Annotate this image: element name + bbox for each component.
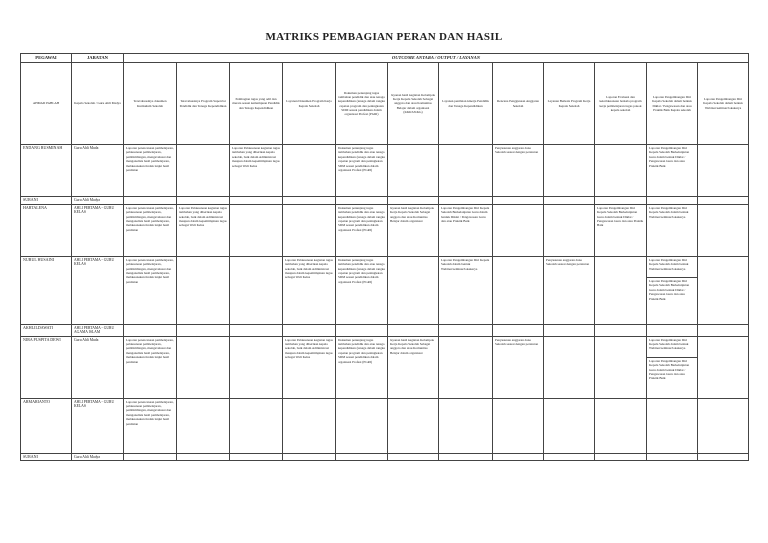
outcome-col-8: Rencana Penggunaan Anggaran Sekolah (493, 63, 544, 145)
cell-c1: Laporan perencanaan pembelajaran, pelaksanaan pembelajaran, pembimbingan, mengevaluasi dan menganalisis hasil pembelajaran, melaksanakan tindak lanjut hasil penilaian (124, 204, 177, 256)
jabatan-cell: AHLI PERTAMA - GURU KELAS (72, 256, 124, 324)
outcome-col-5: Dokumen penunjang tugas tambahan pendidik dan atau tenaga kependidikan (tenaga dalam rangka capaian program dan peningkatan SDM sesuai pendidikan dalam organisasi Profesi (PGRI) (336, 63, 388, 145)
jabatan-cell: Guru Ahli Madya (72, 453, 124, 461)
cell-c6: layanan hasil kegiatan Kelompok Kerja Kepala Sekolah Sebagai anggota dan atau Komunitas Belajar dalam organisasi (388, 336, 439, 398)
document-title: MATRIKS PEMBAGIAN PERAN DAN HASIL (265, 31, 503, 43)
cell-c8: Penyusunan anggaran dana Sekolah sesuai dengan peraturan (493, 336, 544, 398)
cell-c4 (283, 145, 336, 197)
cell-c11: Laporan Pengembangan Diri Kepala Sekolah dalam bentuk Webinar/seminar/lokakarya (647, 204, 698, 256)
table-row (21, 197, 749, 205)
cell-c4: Laporan Pelaksanaan kegiatan tugas tambahan yang diberikan kepala sekolah, baik dalam Administrasi maupun dalam kepemimpinan tugas sebagai Wali Kelas (283, 336, 336, 398)
jabatan-cell: AHLI PERTAMA - GURU KELAS (72, 204, 124, 256)
table-row (21, 336, 749, 398)
cell-c1: Laporan perencanaan pembelajaran, pelaksanaan pembelajaran, pembimbingan, mengevaluasi dan menganalisis hasil pembelajaran, melaksanakan tindak lanjut hasil penilaian (124, 145, 177, 197)
cell-c1: Laporan perencanaan pembelajaran, pelaksanaan pembelajaran, pembimbingan, mengevaluasi dan menganalisis hasil pembelajaran, melaksanakan tindak lanjut hasil penilaian (124, 336, 177, 398)
cell-c9 (544, 204, 595, 256)
table-row (21, 398, 749, 453)
pegawai-name: AKHLILDAWATI (21, 324, 72, 336)
cell-c2: Laporan Pelaksanaan kegiatan tugas tambahan yang diberikan kepala sekolah, baik dalam Administrasi maupun dalam kepemimpinan tugas sebagai Wali Kelas (177, 204, 230, 256)
cell-c1: Laporan perencanaan pembelajaran, pelaksanaan pembelajaran, pembimbingan, mengevaluasi dan menganalisis hasil pembelajaran, melaksanakan tindak lanjut hasil penilaian (124, 256, 177, 324)
jabatan-cell: Guru Ahli Muda (72, 145, 124, 197)
cell-c12 (698, 256, 749, 324)
cell-c8 (493, 256, 544, 324)
cell-c2 (177, 336, 230, 398)
cell-c3 (230, 256, 283, 324)
jabatan-cell: AHLI PERTAMA - GURU AGAMA ISLAM (72, 324, 124, 336)
cell-c7 (439, 145, 493, 197)
pegawai-name: SURANI (21, 197, 72, 205)
pegawai-name: ARMARIANTO (21, 398, 72, 453)
cell-c11: Laporan Pengembangan Diri Kepala Sekolah dalam bentuk Webinar/seminar/lokakarya Laporan Pengembangan Diri Kepala Sekolah Berkelanjutan Guru dalam bentuk Diklat / Pengawasan Guru dan atau Praktik Baik (647, 336, 698, 398)
cell-c9 (544, 145, 595, 197)
head-row (21, 63, 749, 145)
cell-c10 (595, 336, 647, 398)
pegawai-name: ENDANG RUSMINAH (21, 145, 72, 197)
cell-c11: Laporan Pengembangan Diri Kepala Sekolah Berkelanjutan Guru dalam bentuk Diklat / Pengawasan Guru dan atau Praktik Baik (647, 145, 698, 197)
pegawai-name: NURUL HUSAINI (21, 256, 72, 324)
cell-c11: Laporan Pengembangan Diri Kepala Sekolah dalam bentuk Webinar/seminar/lokakarya Laporan Pengembangan Diri Kepala Sekolah Berkelanjutan Guru dalam bentuk Diklat / Pengawasan Guru dan atau Praktik Baik (647, 256, 698, 324)
cell-c9 (544, 336, 595, 398)
outcome-col-1: Terevaluasinya dokumen Kurikulum Sekolah (124, 63, 177, 145)
outcome-col-12: Laporan Pengembangan Diri Kepala Sekolah dalam bentuk Webinar/seminar/lokakarya (698, 63, 749, 145)
pegawai-header: PEGAWAI (21, 54, 72, 63)
jabatan-cell: Guru Ahli Madya (72, 197, 124, 205)
outcome-col-11: Laporan Pengembangan Diri Kepala Sekolah dalam bentuk Diklat / Pengawasan dan atau Praktik Baik Kepala sekolah (647, 63, 698, 145)
head-jabatan: Kepala Sekolah / Guru Ahli Madya (72, 63, 124, 145)
cell-c8: Penyusunan anggaran dana Sekolah sesuai dengan peraturan (493, 145, 544, 197)
cell-c7: Laporan Pengembangan Diri Kepala Sekolah Berkelanjutan Guru dalam bentuk Diklat / Pengawasan Guru dan atau Praktik Baik (439, 204, 493, 256)
cell-c6: layanan hasil kegiatan Kelompok Kerja Kepala Sekolah Sebagai anggota dan atau Komunitas Belajar dalam organisasi (388, 204, 439, 256)
jabatan-header: JABATAN (72, 54, 124, 63)
cell-c6 (388, 256, 439, 324)
cell-c5: Dokumen penunjang tugas tambahan pendidik dan atau tenaga kependidikan (tenaga dalam rangka capaian program dan peningkatan SDM sesuai pendidikan dalam organisasi Profesi (PGRI) (336, 145, 388, 197)
cell-c4: Laporan Pelaksanaan kegiatan tugas tambahan yang diberikan kepala sekolah, baik dalam Administrasi maupun dalam kepemimpinan tugas sebagai Wali Kelas (283, 256, 336, 324)
table-row (21, 453, 749, 461)
cell-c4 (283, 204, 336, 256)
table-row (21, 256, 749, 324)
outcome-col-9: Layanan Berkala Program Kerja Kepala Sekolah (544, 63, 595, 145)
cell-c12 (698, 204, 749, 256)
outcome-col-10: Laporan Evaluasi dan keterlaksanaan berkala program kerja pembelajaran tugas pokok kepala sekolah (595, 63, 647, 145)
cell-c2 (177, 145, 230, 197)
cell-c5: Dokumen penunjang tugas tambahan pendidik dan atau tenaga kependidikan (tenaga dalam rangka capaian program dan peningkatan SDM sesuai pendidikan dalam organisasi Profesi (PGRI) (336, 336, 388, 398)
cell-c12 (698, 145, 749, 197)
cell-c2 (177, 256, 230, 324)
outcome-col-3: Pembagian tugas yang adil dan merata sesuai kemampuan Pendidik dan Tenaga Kependidikan (230, 63, 283, 145)
cell-c3 (230, 204, 283, 256)
cell-c5: Dokumen penunjang tugas tambahan pendidik dan atau tenaga kependidikan (tenaga dalam rangka capaian program dan peningkatan SDM sesuai pendidikan dalam organisasi Profesi (PGRI) (336, 256, 388, 324)
cell-c12 (698, 336, 749, 398)
head-pegawai: AHMAD PAHLAH (21, 63, 72, 145)
jabatan-cell: AHLI PERTAMA - GURU KELAS (72, 398, 124, 453)
pegawai-name: NIRA PUSPITA DEWI (21, 336, 72, 398)
table-row (21, 204, 749, 256)
cell-c1: Laporan perencanaan pembelajaran, pelaksanaan pembelajaran, pembimbingan, mengevaluasi dan menganalisis hasil pembelajaran, melaksanakan tindak lanjut hasil penilaian (124, 398, 177, 453)
cell-c8 (493, 204, 544, 256)
cell-c5: Dokumen penunjang tugas tambahan pendidik dan atau tenaga kependidikan (tenaga dalam rangka capaian program dan peningkatan SDM sesuai pendidikan dalam organisasi Profesi (PGRI) (336, 204, 388, 256)
cell-c10 (595, 256, 647, 324)
cell-c3: Laporan Pelaksanaan kegiatan tugas tambahan yang diberikan kepala sekolah, baik dalam Administrasi maupun dalam kepemimpinan tugas sebagai Wali Kelas (230, 145, 283, 197)
outcome-col-2: Terevaluasinya Program Supervisi Pendidik dan Tenaga Kependidikan (177, 63, 230, 145)
cell-c10: Laporan Pengembangan Diri Kepala Sekolah Berkelanjutan Guru dalam bentuk Diklat / Pengawasan Guru dan atau Praktik Baik (595, 204, 647, 256)
table-row (21, 324, 749, 336)
pegawai-name: HARTALENA (21, 204, 72, 256)
jabatan-cell: Guru Ahli Muda (72, 336, 124, 398)
outcome-col-6: layanan hasil kegiatan Kelompok Kerja Kepala Sekolah Sebagai anggota dan atau Komunitas Belajar dalam organisasi (KKKS/KKG) (388, 63, 439, 145)
outcome-header: OUTCOME ANTARA / OUTPUT / LAYANAN (124, 54, 749, 63)
table-row (21, 145, 749, 197)
pegawai-name: SURANI (21, 453, 72, 461)
cell-c3 (230, 336, 283, 398)
cell-c9: Penyusunan anggaran dana Sekolah sesuai dengan peraturan (544, 256, 595, 324)
cell-c7: Laporan Pengembangan Diri Kepala Sekolah dalam bentuk Webinar/seminar/lokakarya (439, 256, 493, 324)
cell-c7 (439, 336, 493, 398)
role-matrix-table (20, 53, 749, 461)
outcome-col-4: Layanan Dokumen Program Kerja Kepala Sekolah (283, 63, 336, 145)
cell-c6 (388, 145, 439, 197)
cell-c10 (595, 145, 647, 197)
outcome-col-7: Layanan penilaian kinerja Pendidik dan Tenaga Kependidikan (439, 63, 493, 145)
